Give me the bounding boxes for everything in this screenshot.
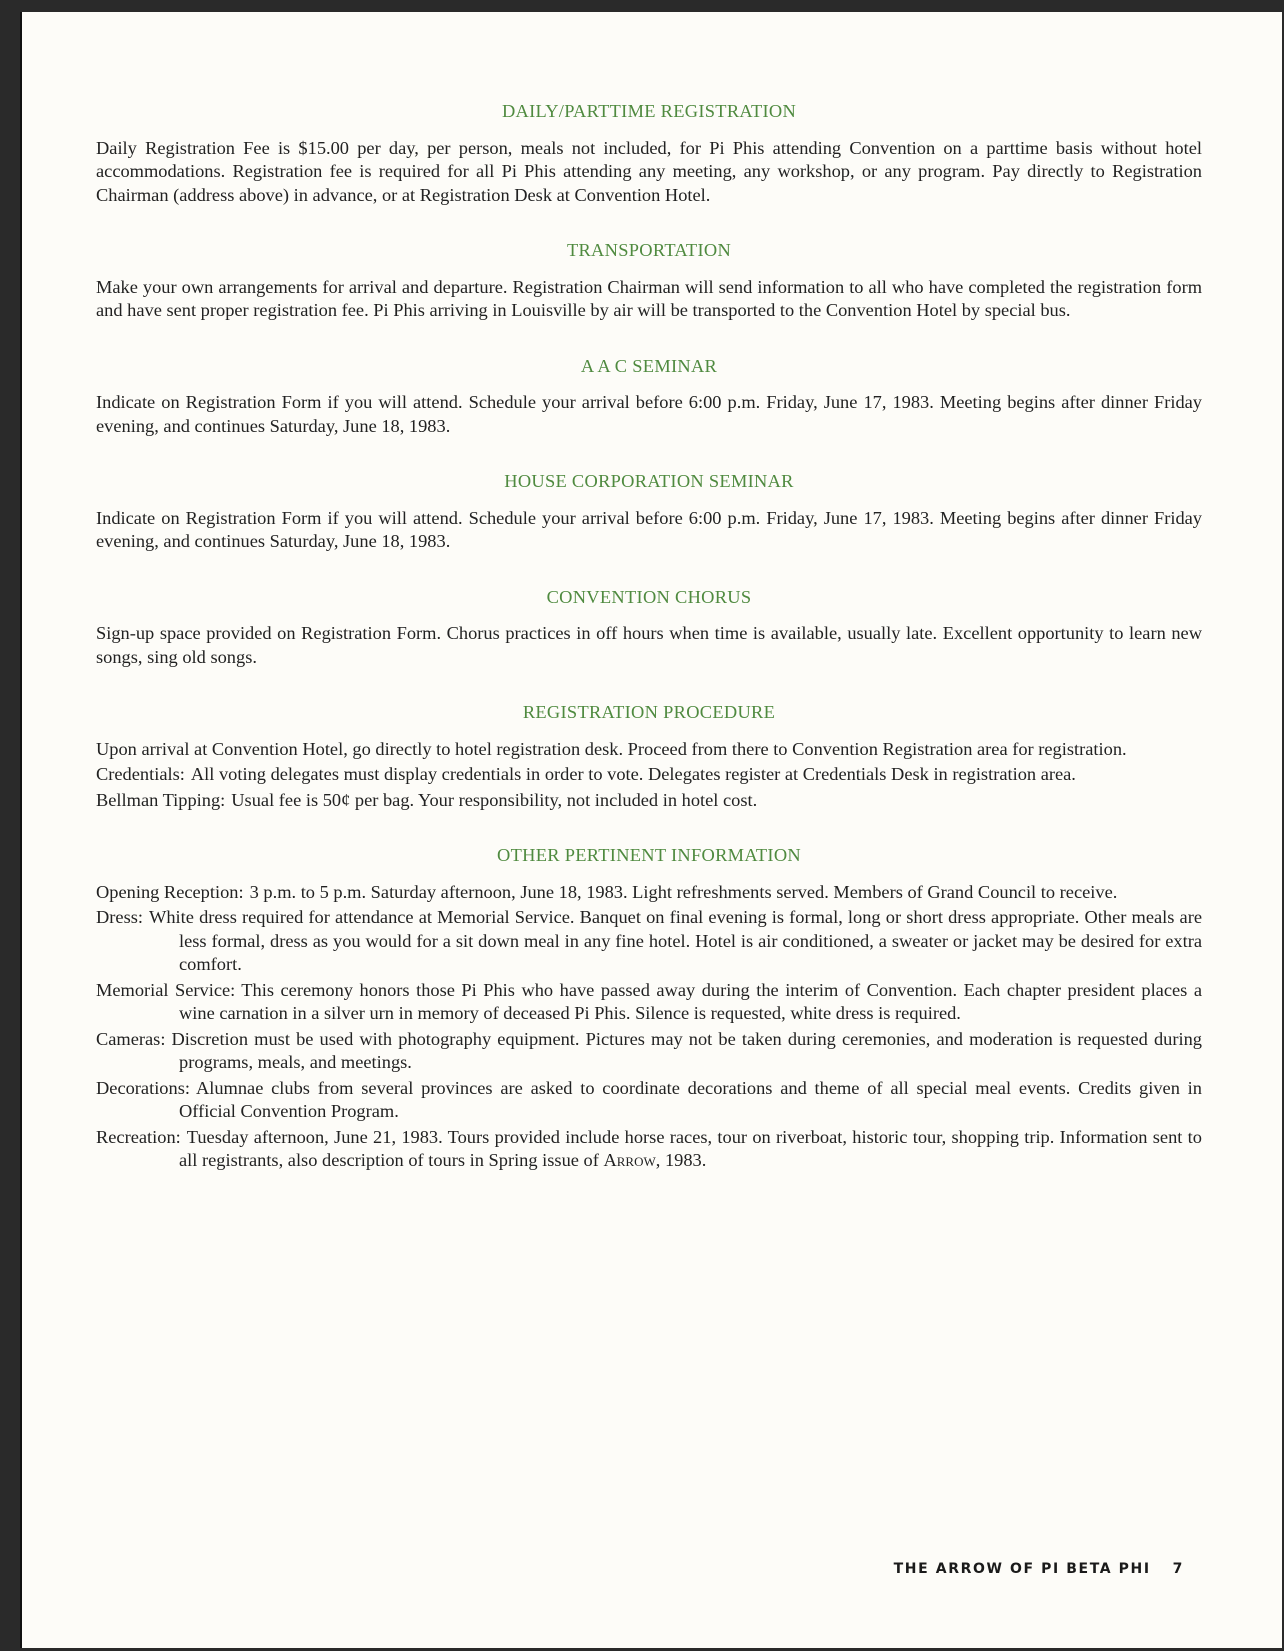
- info-list: [96, 881, 1202, 1173]
- procedure-list: [96, 763, 1202, 812]
- item-text: White dress required for attendance at Memorial Service. Banquet on final evening is formal, long or short dress appropriate. Other meals are less formal, dress as you would for a sit down meal in any fine hotel. Hotel is air conditioned, a sweater or jacket may be desired for extra comfort.: [149, 907, 1202, 974]
- section-heading: CONVENTION CHORUS: [546, 586, 752, 607]
- footer-publication: THE ARROW OF PI BETA PHI: [893, 1561, 1151, 1577]
- item-text: Discretion must be used with photography equipment. Pictures may not be taken during ceremonies, and moderation is requested during programs, meals, and meetings.: [171, 1028, 1202, 1072]
- page-number: 7: [1172, 1561, 1184, 1577]
- item-term: Memorial Service:: [96, 979, 236, 1000]
- item-term: Credentials:: [96, 764, 185, 784]
- section-body: Upon arrival at Convention Hotel, go directly to hotel registration desk. Proceed from there to Convention Registration area for registration.: [96, 738, 1127, 759]
- section-transportation: [96, 239, 1202, 323]
- section-daily-registration: [96, 100, 1202, 207]
- list-item: [96, 979, 1202, 1026]
- section-body: Indicate on Registration Form if you will attend. Schedule your arrival before 6:00 p.m. Friday, June 17, 1983. Meeting begins after dinner Friday evening, and continues Saturday, June 18, 1983.: [96, 507, 1202, 551]
- list-item: [96, 789, 1202, 813]
- section-house-corporation-seminar: [96, 470, 1202, 554]
- list-item: [96, 1077, 1202, 1124]
- list-item: [96, 763, 1202, 787]
- section-heading: OTHER PERTINENT INFORMATION: [497, 845, 801, 865]
- item-text: Tuesday afternoon, June 21, 1983. Tours provided include horse races, tour on riverboat, historic tour, shopping trip. Information sent to all registrants, also description of tours in Spring issue of: [179, 1126, 1202, 1170]
- section-body: Daily Registration Fee is $15.00 per day, per person, meals not included, for Pi Phis attending Convention on a parttime basis without hotel accommodations. Registration fee is required for all Pi Phis attending any meeting, any workshop, or any program. Pay directly to Registration Chairman (address above) in advance, or at Registration Desk at Convention Hotel.: [96, 137, 1202, 205]
- item-text-end: , 1983.: [655, 1150, 707, 1170]
- section-heading: A A C SEMINAR: [580, 355, 718, 376]
- item-term: Dress:: [96, 907, 143, 927]
- item-term: Decorations:: [96, 1077, 190, 1098]
- item-text: Usual fee is 50¢ per bag. Your responsibility, not included in hotel cost.: [231, 789, 758, 810]
- list-item: [96, 1126, 1202, 1173]
- item-term: Opening Reception:: [96, 881, 244, 902]
- item-term: Bellman Tipping:: [96, 789, 226, 810]
- document-page: [20, 12, 1282, 1648]
- section-heading: DAILY/PARTTIME REGISTRATION: [501, 101, 797, 121]
- section-heading: TRANSPORTATION: [566, 240, 732, 260]
- section-body: Indicate on Registration Form if you will attend. Schedule your arrival before 6:00 p.m. Friday, June 17, 1983. Meeting begins after dinner Friday evening, and continues Saturday, June 18, 1983.: [96, 392, 1202, 436]
- item-text: This ceremony honors those Pi Phis who have passed away during the interim of Convention. Each chapter president places a wine carnation in a silver urn in memory of deceased Pi Phis. Silence is requested, white dress is required.: [179, 979, 1202, 1023]
- section-heading: REGISTRATION PROCEDURE: [522, 702, 776, 722]
- page-footer: [894, 1561, 1184, 1577]
- section-aac-seminar: [96, 355, 1202, 439]
- section-body: Sign-up space provided on Registration Form. Chorus practices in off hours when time is available, usually late. Excellent opportunity to learn new songs, sing old songs.: [96, 623, 1202, 667]
- list-item: [96, 881, 1202, 905]
- section-body: Make your own arrangements for arrival and departure. Registration Chairman will send information to all who have completed the registration form and have sent proper registration fee. Pi Phis arriving in Louisville by air will be transported to the Convention Hotel by special bus.: [96, 276, 1202, 320]
- section-registration-procedure: [96, 701, 1202, 812]
- item-text: 3 p.m. to 5 p.m. Saturday afternoon, June 18, 1983. Light refreshments served. Members of Grand Council to receive.: [249, 881, 1118, 902]
- item-text: Alumnae clubs from several provinces are asked to coordinate decorations and theme of all special meal events. Credits given in Official Convention Program.: [179, 1077, 1202, 1121]
- section-convention-chorus: [96, 586, 1202, 670]
- item-term: Recreation:: [96, 1126, 181, 1147]
- item-text: All voting delegates must display credentials in order to vote. Delegates register at Credentials Desk in registration area.: [190, 764, 1076, 784]
- item-term: Cameras:: [96, 1028, 166, 1049]
- list-item: [96, 1028, 1202, 1075]
- page-content: [96, 100, 1202, 1205]
- list-item: [96, 906, 1202, 977]
- section-other-information: [96, 844, 1202, 1173]
- publication-name: Arrow: [603, 1150, 656, 1170]
- section-heading: HOUSE CORPORATION SEMINAR: [504, 471, 794, 491]
